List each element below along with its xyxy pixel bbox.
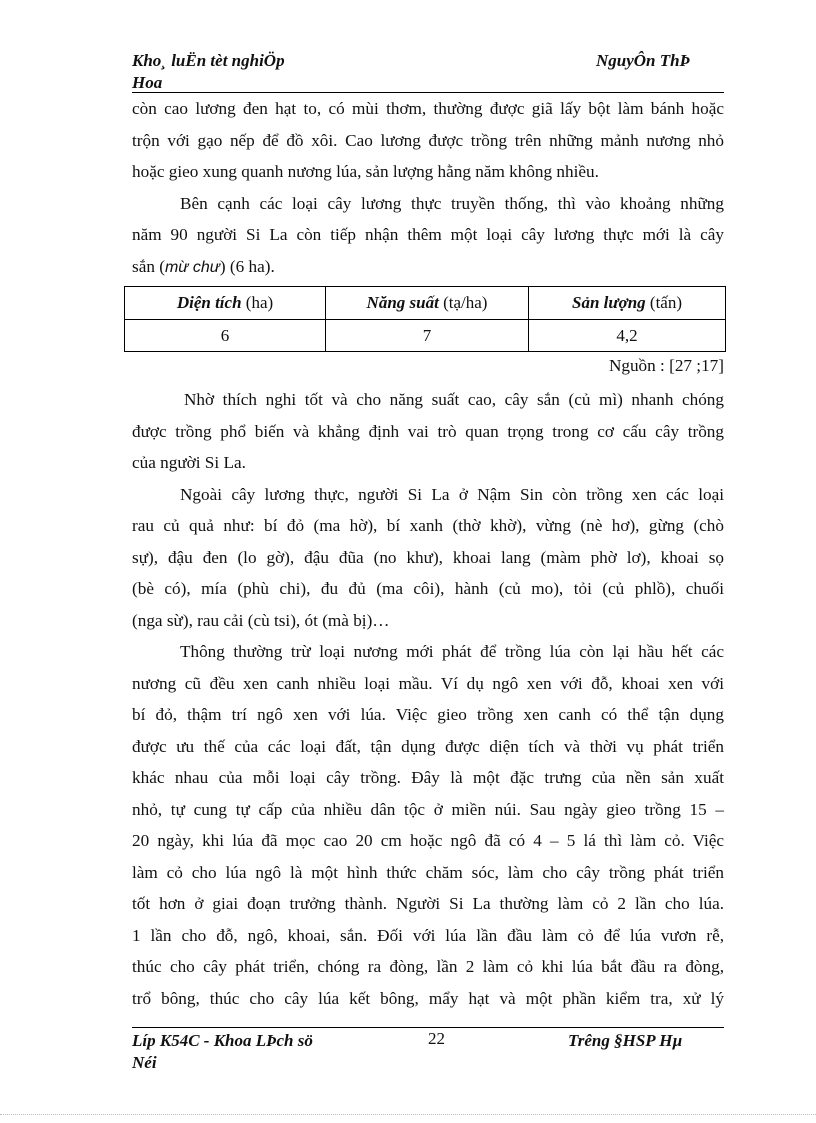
- paragraph-cao-luong: [132, 93, 724, 188]
- text-line: rau củ quả như: bí đỏ (ma hờ), bí xanh (thờ khờ), vừng (nè hơ), gừng (chò: [132, 516, 724, 535]
- header-thesis-title-cont: Hoa: [132, 73, 163, 92]
- table-source: Nguồn : [27 ;17]: [608, 356, 724, 375]
- text-line: trổ bông, thúc cho cây lúa kết bông, mẩy hạt và một phần kiểm tra, xử lý: [132, 988, 724, 1008]
- text-line: (bè có), mía (phù chi), đu đủ (ma côi), hành (củ mo), tỏi (củ phlồ), chuối: [132, 579, 724, 598]
- header-bold: Sản lượng: [572, 293, 646, 312]
- text-line: Bên cạnh các loại cây lương thực truyền thống, thì vào khoảng những: [180, 193, 724, 213]
- header-bold: Diện tích: [176, 293, 242, 312]
- header-cell-yield: [326, 287, 529, 320]
- header-left: [132, 50, 432, 94]
- paragraph-xen-canh: [132, 636, 724, 1014]
- text-line: nhỏ, tự cung tự cấp của nhiều dân tộc ở miền núi. Sau ngày gieo trồng 15 –: [132, 799, 724, 819]
- yield-table: [124, 286, 726, 352]
- footer-class: Líp K54C - Khoa LÞch sö: [132, 1031, 313, 1050]
- paragraph-cu-mi: [132, 384, 724, 479]
- header-unit: (ha): [241, 293, 274, 312]
- footer-class-cont: Néi: [132, 1053, 157, 1072]
- text-line: tốt hơn ở giai đoạn trưởng thành. Người Si La thường làm cỏ 2 lần cho lúa.: [132, 894, 724, 913]
- text-line: làm cỏ cho lúa ngô là một hình thức chăm sóc, làm cho cây trồng phát triển: [132, 862, 724, 882]
- text-line: của người Si La.: [132, 453, 246, 472]
- header-unit: (tấn): [645, 293, 682, 312]
- text-line: [132, 251, 724, 284]
- text-line: được ưu thế của các loại đất, tận dụng được diện tích và thời vụ phát triển: [132, 736, 724, 756]
- text-line: nương cũ đều xen canh nhiều loại mầu. Ví dụ ngô xen với đỗ, khoai xen với: [132, 673, 724, 693]
- text-line: sự), đậu đen (lo gờ), đậu đũa (no khư), khoai lang (màm phờ lơ), khoai sọ: [132, 547, 724, 567]
- text-line: Nhờ thích nghi tốt và cho năng suất cao, cây sắn (củ mì) nhanh chóng: [184, 390, 724, 409]
- table-row: [125, 319, 726, 352]
- text-line: được trồng phổ biến và khẳng định vai trò quan trọng trong cơ cấu cây trồng: [132, 421, 724, 441]
- cell-output: 4,2: [529, 319, 726, 352]
- header-unit: (tạ/ha): [438, 293, 488, 312]
- paragraph-rau-cu: [132, 479, 724, 637]
- text-line: còn cao lương đen hạt to, có mùi thơm, thường được giã lấy bột làm bánh hoặc: [132, 99, 724, 118]
- text-line: trộn với gạo nếp để đồ xôi. Cao lương được trồng trên những mảnh nương nhỏ: [132, 130, 724, 150]
- cell-yield: 7: [326, 319, 529, 352]
- footer-university: Trêng §HSP Hµ: [568, 1031, 683, 1050]
- header-thesis-title: Kho¸ luËn tèt nghiÖp: [132, 51, 285, 70]
- header-cell-output: [529, 287, 726, 320]
- page-body: [132, 93, 724, 1014]
- text-line: năm 90 người Si La còn tiếp nhận thêm một loại cây lương thực mới là cây: [132, 225, 724, 244]
- header-bold: Năng suất: [366, 293, 439, 312]
- cell-area: 6: [125, 319, 326, 352]
- text-line: 1 lần cho đỗ, ngô, khoai, sắn. Đối với lúa lần đầu làm cỏ để lúa vươn rễ,: [132, 925, 724, 945]
- text-fragment: ) (6 ha).: [219, 256, 275, 276]
- text-line: hoặc gieo xung quanh nương lúa, sản lượng hằng năm không nhiều.: [132, 162, 599, 181]
- text-line: Thông thường trừ loại nương mới phát để trồng lúa còn lại hầu hết các: [180, 642, 724, 661]
- local-term: mừ chư: [164, 258, 220, 276]
- page-edge-divider: [0, 1114, 816, 1115]
- header-cell-area: [125, 287, 326, 320]
- text-line: thúc cho cây phát triển, chóng ra đòng, lần 2 làm cỏ khi lúa bắt đầu ra đòng,: [132, 957, 724, 976]
- footer-left: [132, 1030, 372, 1074]
- page-number: 22: [428, 1029, 445, 1048]
- text-line: bí đỏ, thậm trí ngô xen với lúa. Việc gieo trồng xen canh có thể tận dụng: [132, 705, 724, 724]
- text-fragment: sắn (: [132, 256, 165, 276]
- text-line: (nga sừ), rau cải (cù tsi), ót (mà bị)…: [132, 610, 390, 630]
- text-line: Ngoài cây lương thực, người Si La ở Nậm Sin còn trồng xen các loại: [180, 484, 724, 504]
- text-line: khác nhau của mỗi loại cây trồng. Đây là một đặc trưng của nền sản xuất: [132, 768, 724, 787]
- table-header-row: [125, 287, 726, 320]
- header-author: NguyÔn ThÞ: [596, 51, 690, 70]
- paragraph-cay-san: [132, 188, 724, 284]
- text-line: 20 ngày, khi lúa đã mọc cao 20 cm hoặc ngô đã có 4 – 5 lá thì làm cỏ. Việc: [132, 831, 724, 850]
